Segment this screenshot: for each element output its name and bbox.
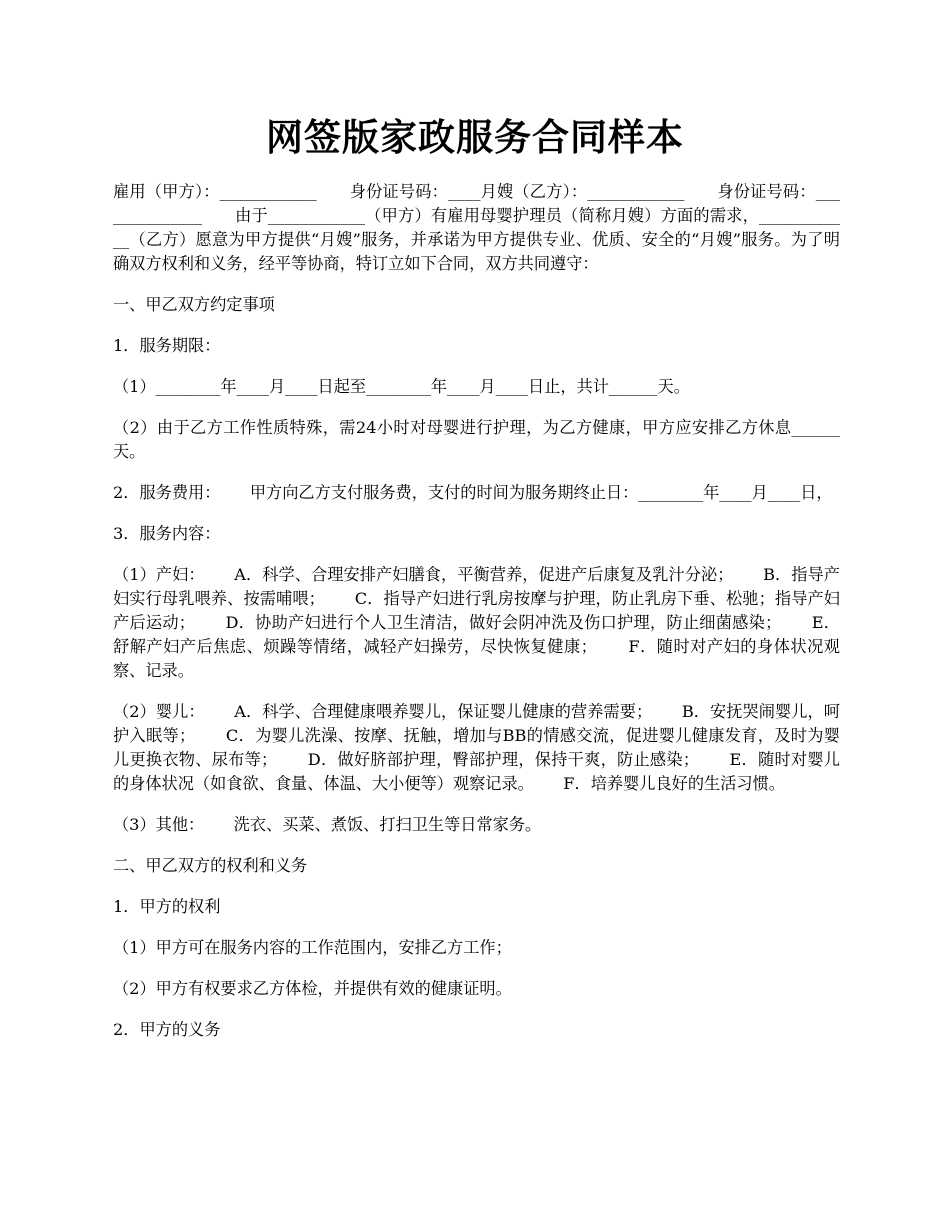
clause-service-content: 3．服务内容： bbox=[113, 524, 221, 543]
clause-service-period: 1．服务期限： bbox=[113, 336, 221, 355]
section-heading-2: 二、甲乙双方的权利和义务 bbox=[113, 856, 308, 875]
clause-rest-days: （2）由于乙方工作性质特殊，需24小时对母婴进行护理，为乙方健康，甲方应安排乙方休息______天。 bbox=[113, 418, 840, 461]
clause-other-duties: （3）其他： 洗衣、买菜、煮饭、打扫卫生等日常家务。 bbox=[113, 815, 542, 834]
clause-service-fee: 2．服务费用： 甲方向乙方支付服务费，支付的时间为服务期终止日：________年____月____日， bbox=[113, 483, 833, 502]
document-body bbox=[113, 180, 840, 1059]
clause-party-a-right-1: （1）甲方可在服务内容的工作范围内，安排乙方工作； bbox=[113, 938, 512, 957]
intro-paragraph: 雇用（甲方）：____________ 身份证号码：____月嫂（乙方）：____________ 身份证号码：______________ 由于____________（甲方）有雇用母婴护理员（简称月嫂）方面的需求，____________（乙方）愿意为甲方提供“月嫂”服务，并承诺为甲方提供专业、优质、安全的“月嫂”服务。为了明确双方权利和义务，经平等协商，特订立如下合同，双方共同遵守： bbox=[113, 182, 840, 273]
clause-party-a-rights: 1．甲方的权利 bbox=[113, 897, 221, 916]
document-title: 网签版家政服务合同样本 bbox=[266, 115, 684, 159]
clause-mother-care: （1）产妇： A．科学、合理安排产妇膳食，平衡营养，促进产后康复及乳汁分泌； B．指导产妇实行母乳喂养、按需哺喂； C．指导产妇进行乳房按摩与护理，防止乳房下垂、松驰；指导产妇产后运动； D．协助产妇进行个人卫生清洁，做好会阴冲洗及伤口护理，防止细菌感染； E．舒解产妇产后焦虑、烦躁等情绪，减轻产妇操劳，尽快恢复健康； F．随时对产妇的身体状况观察、记录。 bbox=[113, 565, 840, 680]
section-heading-1: 一、甲乙双方约定事项 bbox=[113, 295, 275, 314]
clause-party-a-duties: 2．甲方的义务 bbox=[113, 1020, 221, 1039]
clause-period-dates: （1）________年____月____日起至________年____月____日止，共计______天。 bbox=[113, 377, 690, 396]
clause-party-a-right-2: （2）甲方有权要求乙方体检，并提供有效的健康证明。 bbox=[113, 979, 512, 998]
clause-baby-care: （2）婴儿： A．科学、合理健康喂养婴儿，保证婴儿健康的营养需要； B．安抚哭闹婴儿，呵护入眠等； C．为婴儿洗澡、按摩、抚触，增加与BB的情感交流，促进婴儿健康发育，及时为婴儿更换衣物、尿布等； D．做好脐部护理，臀部护理，保持干爽，防止感染； E．随时对婴儿的身体状况（如食欲、食量、体温、大小便等）观察记录。 F．培养婴儿良好的生活习惯。 bbox=[113, 702, 840, 793]
